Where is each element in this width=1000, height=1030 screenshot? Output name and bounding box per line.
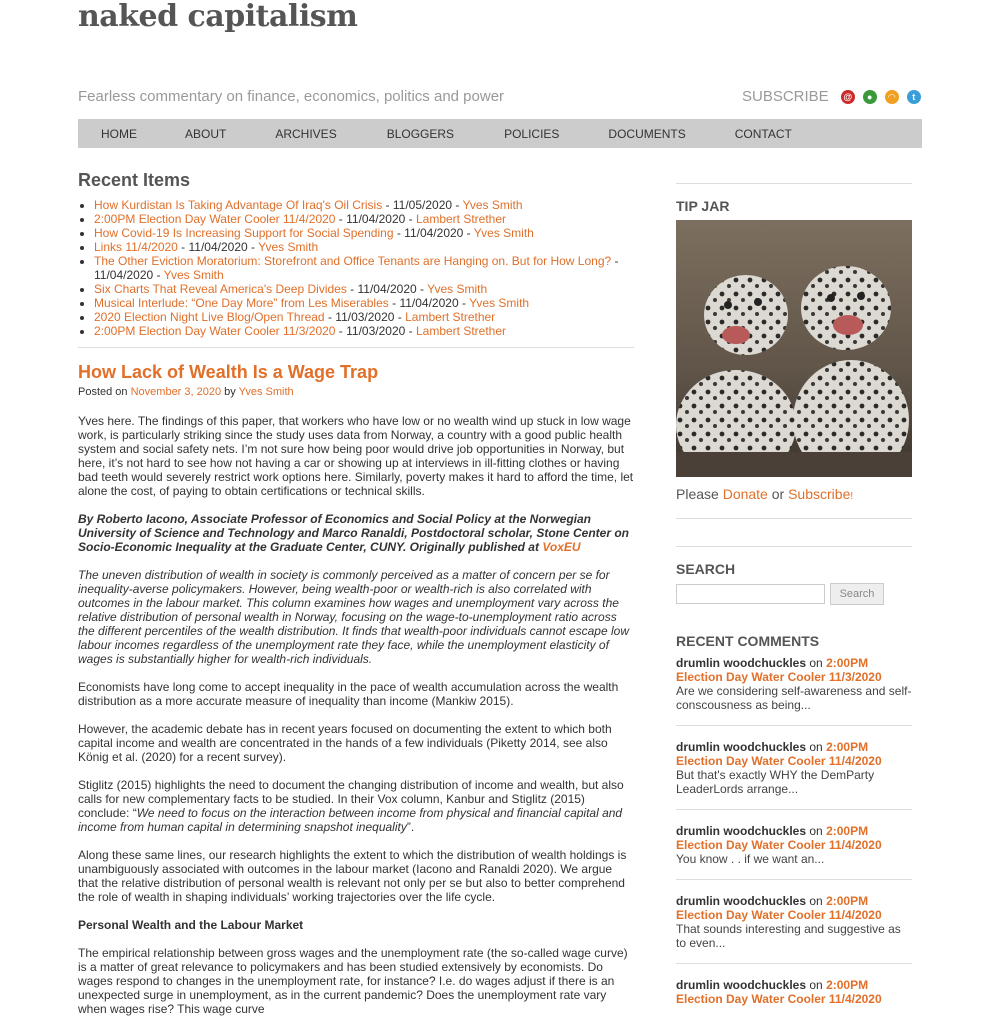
feed-reader-icon[interactable]: ● xyxy=(863,90,877,104)
subscribe-link[interactable]: Subscribe xyxy=(788,486,851,502)
post-meta: Posted on November 3, 2020 by Yves Smith xyxy=(78,386,294,398)
voxeu-link[interactable]: VoxEU xyxy=(542,540,581,554)
recent-comments-list xyxy=(676,656,912,1019)
main-nav xyxy=(78,119,922,148)
recent-item-link[interactable]: Links 11/4/2020 xyxy=(94,240,178,254)
post-subhead: Personal Wealth and the Labour Market xyxy=(78,918,304,932)
comment-post-link[interactable]: 2:00PM Election Day Water Cooler 11/4/2020 xyxy=(676,978,882,1006)
divider xyxy=(676,546,912,547)
divider xyxy=(78,347,634,348)
comment-post-link[interactable]: 2:00PM Election Day Water Cooler 11/3/2020 xyxy=(676,656,882,684)
recent-items-list xyxy=(78,198,634,338)
recent-item-link[interactable]: 2:00PM Election Day Water Cooler 11/4/2020 xyxy=(94,212,336,226)
email-icon[interactable]: @ xyxy=(841,90,855,104)
recent-item-author[interactable]: Yves Smith xyxy=(427,282,488,296)
comment-post-link[interactable]: 2:00PM Election Day Water Cooler 11/4/2020 xyxy=(676,824,882,852)
nav-contact[interactable]: CONTACT xyxy=(734,126,792,141)
nav-bloggers[interactable]: BLOGGERS xyxy=(386,126,455,141)
twitter-icon[interactable]: t xyxy=(907,90,921,104)
list-item: • 2:00PM Election Day Water Cooler 11/4/2020 - 11/04/2020 - Lambert Strether xyxy=(94,212,634,226)
recent-item-author[interactable]: Yves Smith xyxy=(469,296,530,310)
nav-policies[interactable]: POLICIES xyxy=(504,126,560,141)
recent-item-link[interactable]: The Other Eviction Moratorium: Storefront and Office Tenants are Hanging on. But for How Long? xyxy=(94,254,612,268)
recent-item-author[interactable]: Yves Smith xyxy=(163,268,224,282)
post-intro: Yves here. The findings of this paper, that workers who have low or no wealth wind up stuck in low wage work, is particularly striking since the study uses data from Norway, a country with a good public health system and social safety nets. I’m not sure how being poor would drive job opportunities in Norway, but here, it’s not hard to see how not having a car or showing up at interviews in ill-fitting clothes or having bad teeth would severely restrict work options here. Similarly, poverty makes it hard to afford the time, let alone the cost, of paying to obtain certifications or technical skills. xyxy=(78,414,634,498)
post-byline: By Roberto Iacono, Associate Professor of Economics and Social Policy at the Norwegian University of Science and Technology and Marco Ranaldi, Postdoctoral scholar, Stone Center on Socio-Economic Inequality at the Graduate Center, CUNY. Originally published at VoxEU xyxy=(78,512,630,554)
comment-author: drumlin woodchuckles xyxy=(676,978,807,992)
quote: We need to focus on the interaction between income from physical and financial capital and income from human capital in determining snapshot inequality xyxy=(78,806,623,834)
snow-leopard-cubs-image[interactable] xyxy=(676,220,912,477)
comment-excerpt: You know . . if we want an... xyxy=(676,852,825,866)
list-item: • Six Charts That Reveal America's Deep Divides - 11/04/2020 - Yves Smith xyxy=(94,282,634,296)
comment-author: drumlin woodchuckles xyxy=(676,740,807,754)
list-item: • Links 11/4/2020 - 11/04/2020 - Yves Smith xyxy=(94,240,634,254)
list-item: • How Covid-19 Is Increasing Support for Social Spending - 11/04/2020 - Yves Smith xyxy=(94,226,634,240)
search-title: SEARCH xyxy=(676,561,736,577)
recent-item-author[interactable]: Lambert Strether xyxy=(405,310,496,324)
main-content xyxy=(78,170,634,1030)
recent-item-link[interactable]: How Kurdistan Is Taking Advantage Of Iraq's Oil Crisis xyxy=(94,198,383,212)
list-item: • How Kurdistan Is Taking Advantage Of Iraq's Oil Crisis - 11/05/2020 - Yves Smith xyxy=(94,198,634,212)
post-paragraph: Economists have long come to accept inequality in the pace of wealth accumulation across the wealth distribution as a more accurate measure of inequality than income (Mankiw 2015). xyxy=(78,680,619,708)
list-item: drumlin woodchuckles on 2:00PM Election Day Water Cooler 11/4/2020 xyxy=(676,978,882,1006)
site-logo[interactable]: naked capitalism xyxy=(78,0,358,34)
divider xyxy=(676,963,912,964)
donate-line: Please Donate or Subscribe! xyxy=(676,486,854,502)
sidebar xyxy=(676,183,912,1019)
nav-documents[interactable]: DOCUMENTS xyxy=(608,126,686,141)
recent-item-author[interactable]: Yves Smith xyxy=(258,240,319,254)
recent-item-link[interactable]: Musical Interlude: “One Day More” from Les Miserables xyxy=(94,296,389,310)
divider xyxy=(676,518,912,519)
comment-excerpt: But that's exactly WHY the DemParty LeaderLords arrange... xyxy=(676,768,875,796)
site-tagline: Fearless commentary on finance, economics, politics and power xyxy=(78,88,505,105)
post-paragraph: Stiglitz (2015) highlights the need to document the changing distribution of income and wealth, but also calls for new complementary facts to be studied. In their Vox column, Kanbur and Stiglitz (2015) conclude: “We need to focus on the interaction between income from physical and financial capital and income from human capital in determining snapshot inequality”. xyxy=(78,778,624,834)
recent-comments-title: RECENT COMMENTS xyxy=(676,633,820,649)
rss-icon[interactable]: ◠ xyxy=(885,90,899,104)
nav-home[interactable]: HOME xyxy=(101,126,137,141)
list-item: • The Other Eviction Moratorium: Storefront and Office Tenants are Hanging on. But for How Long? - 11/04/2020 - Yves Smith xyxy=(94,254,634,282)
list-item: • Musical Interlude: “One Day More” from Les Miserables - 11/04/2020 - Yves Smith xyxy=(94,296,634,310)
comment-excerpt: Are we considering self-awareness and self-conscousness as being... xyxy=(676,684,912,712)
comment-excerpt: That sounds interesting and suggestive as to even... xyxy=(676,922,901,950)
donate-link[interactable]: Donate xyxy=(722,486,768,502)
divider xyxy=(676,183,912,184)
search-button[interactable]: Search xyxy=(830,583,884,605)
list-item: drumlin woodchuckles on 2:00PM Election Day Water Cooler 11/4/2020 You know . . if we want an... xyxy=(676,824,912,879)
comment-author: drumlin woodchuckles xyxy=(676,894,807,908)
post-author-link[interactable]: Yves Smith xyxy=(238,386,294,398)
post-title[interactable]: How Lack of Wealth Is a Wage Trap xyxy=(78,362,379,382)
divider xyxy=(676,879,912,880)
post-date-link[interactable]: November 3, 2020 xyxy=(130,386,222,398)
search-input[interactable] xyxy=(676,584,825,604)
recent-item-link[interactable]: 2020 Election Night Live Blog/Open Thread xyxy=(94,310,325,324)
comment-author: drumlin woodchuckles xyxy=(676,824,807,838)
list-item: • 2020 Election Night Live Blog/Open Thread - 11/03/2020 - Lambert Strether xyxy=(94,310,634,324)
subscribe-bar xyxy=(742,90,921,104)
list-item: drumlin woodchuckles on 2:00PM Election Day Water Cooler 11/3/2020 Are we considering self-awareness and self-conscousness as being... xyxy=(676,656,912,712)
divider xyxy=(676,725,912,726)
post-abstract: The uneven distribution of wealth in society is commonly perceived as a matter of concern per se for inequality-averse policymakers. However, being wealth-poor or wealth-rich is also correlated with outcomes in the labour market. This column examines how wages and unemployment vary across the relative distribution of personal wealth in Norway, focusing on the wage-to-unemployment ratio across the different percentiles of the wealth distribution. It finds that wealth-poor individuals cannot escape low labour incomes regardless of the unemployment rate they face, while the unemployment elasticity of wages is substantially higher for wealth-rich individuals. xyxy=(78,568,629,666)
list-item: • 2:00PM Election Day Water Cooler 11/3/2020 - 11/03/2020 - Lambert Strether xyxy=(94,324,634,338)
recent-item-author[interactable]: Yves Smith xyxy=(462,198,523,212)
post-paragraph: However, the academic debate has in recent years focused on documenting the extent to which both capital income and wealth are concentrated in the hands of a few individuals (Piketty 2014, see also König et al. (2020) for a recent survey). xyxy=(78,722,612,764)
recent-item-author[interactable]: Lambert Strether xyxy=(415,324,507,338)
comment-author: drumlin woodchuckles xyxy=(676,656,807,670)
recent-items-title: Recent Items xyxy=(78,170,191,190)
list-item: drumlin woodchuckles on 2:00PM Election Day Water Cooler 11/4/2020 But that's exactly WHY the DemParty LeaderLords arrange... xyxy=(676,740,912,809)
search-form xyxy=(676,583,912,605)
nav-about[interactable]: ABOUT xyxy=(185,126,227,141)
recent-item-author[interactable]: Yves Smith xyxy=(473,226,534,240)
comment-post-link[interactable]: 2:00PM Election Day Water Cooler 11/4/2020 xyxy=(676,894,882,922)
recent-item-link[interactable]: 2:00PM Election Day Water Cooler 11/3/2020 xyxy=(94,324,336,338)
recent-item-link[interactable]: How Covid-19 Is Increasing Support for Social Spending xyxy=(94,226,394,240)
divider xyxy=(676,809,912,810)
recent-item-author[interactable]: Lambert Strether xyxy=(415,212,507,226)
list-item: drumlin woodchuckles on 2:00PM Election Day Water Cooler 11/4/2020 That sounds interesting and suggestive as to even... xyxy=(676,894,912,963)
recent-item-link[interactable]: Six Charts That Reveal America's Deep Divides xyxy=(94,282,347,296)
subscribe-label: SUBSCRIBE xyxy=(742,88,829,105)
nav-archives[interactable]: ARCHIVES xyxy=(275,126,337,141)
post-paragraph: The empirical relationship between gross wages and the unemployment rate (the so-called wage curve) is a matter of great relevance to policymakers and has been studied extensively by economists. Do wages respond to changes in the unemployment rate, for instance? I.e. do wages adjust if there is an unexpected surge in unemployment, as in the current pandemic? Does the unemployment rate vary when wages rise? This wage curve xyxy=(78,946,628,1016)
tip-jar-title: TIP JAR xyxy=(676,198,730,214)
post-paragraph: Along these same lines, our research highlights the extent to which the distribution of wealth holdings is unambiguously associated with outcomes in the labour market (Iacono and Ranaldi 2020). We argue that the relative distribution of personal wealth is relevant not only per se but also to better comprehend the role of wealth in shaping individuals’ working trajectories over the life cycle. xyxy=(78,848,627,904)
comment-post-link[interactable]: 2:00PM Election Day Water Cooler 11/4/2020 xyxy=(676,740,882,768)
